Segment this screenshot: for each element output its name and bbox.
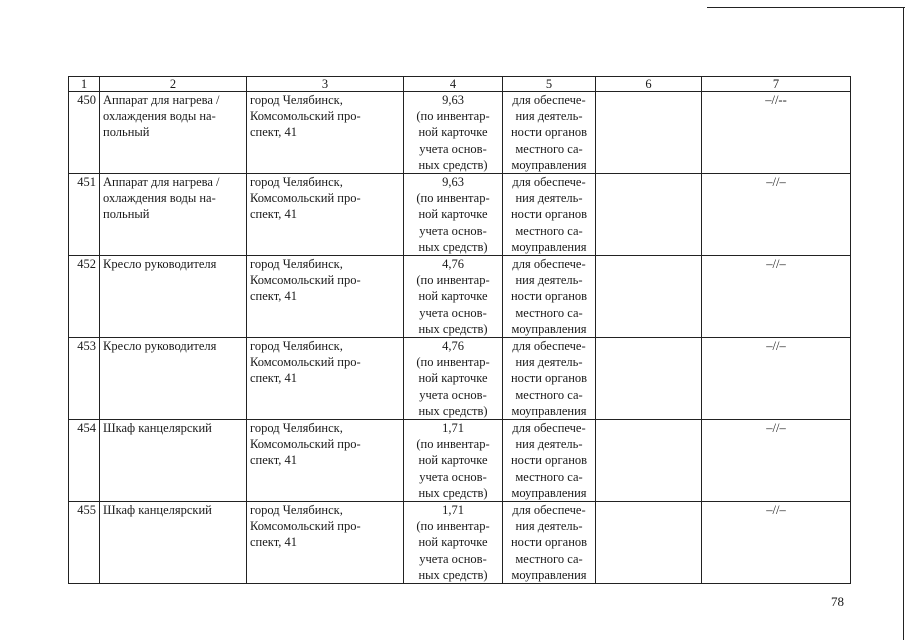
table-row [69, 338, 851, 420]
item-purpose [503, 338, 596, 420]
row-number: 450 [69, 92, 100, 174]
item-col7: –//– [702, 174, 851, 256]
row-number: 452 [69, 256, 100, 338]
item-col7: –//– [702, 256, 851, 338]
item-address-line: город Челябинск, [250, 175, 343, 190]
item-cost-line: ных средств) [418, 485, 488, 500]
item-purpose [503, 256, 596, 338]
header-col-2: 2 [100, 77, 247, 92]
item-col7: –//-- [702, 92, 851, 174]
header-col-3: 3 [247, 77, 404, 92]
item-col6 [596, 338, 702, 420]
item-purpose [503, 174, 596, 256]
item-name-line: Шкаф канцелярский [103, 421, 212, 436]
item-col6 [596, 174, 702, 256]
table-row [69, 502, 851, 584]
item-purpose-line: для обеспече- [512, 175, 586, 190]
item-cost-line: учета основ- [419, 141, 487, 156]
item-purpose-line: ности органов [510, 207, 588, 222]
item-name-line: Аппарат для нагрева / [103, 93, 220, 107]
item-purpose-line: моуправления [511, 239, 587, 254]
item-cost-line: (по инвентар- [416, 191, 490, 206]
item-col7: –//– [702, 502, 851, 584]
item-name-line: охлаждения воды на- [103, 191, 216, 206]
item-purpose-line: ности органов [510, 125, 588, 140]
item-address-line: Комсомольский про- [250, 437, 361, 452]
item-cost-line: ной карточке [418, 371, 488, 386]
item-purpose-line: для обеспече- [512, 93, 586, 107]
item-name [100, 420, 247, 502]
item-col6 [596, 420, 702, 502]
header-col-7: 7 [702, 77, 851, 92]
item-address-line: спект, 41 [250, 535, 297, 550]
item-address [247, 502, 404, 584]
item-purpose-line: местного са- [515, 387, 583, 402]
item-address [247, 338, 404, 420]
item-purpose-line: ния деятель- [515, 519, 583, 534]
row-number: 453 [69, 338, 100, 420]
item-purpose-line: ния деятель- [515, 437, 583, 452]
header-col-5: 5 [503, 77, 596, 92]
property-table [68, 76, 851, 584]
item-purpose [503, 420, 596, 502]
table-row [69, 420, 851, 502]
item-cost-line: учета основ- [419, 551, 487, 566]
item-address-line: город Челябинск, [250, 339, 343, 354]
item-purpose-line: моуправления [511, 567, 587, 582]
row-number: 454 [69, 420, 100, 502]
row-number: 451 [69, 174, 100, 256]
page-edge-line [903, 7, 904, 640]
item-purpose-line: местного са- [515, 551, 583, 566]
item-name-line: польный [103, 207, 150, 222]
item-purpose-line: моуправления [511, 321, 587, 336]
item-cost-line: ных средств) [418, 321, 488, 336]
item-name-line: Кресло руководителя [103, 339, 217, 354]
item-name-line: охлаждения воды на- [103, 109, 216, 124]
item-purpose [503, 502, 596, 584]
item-name [100, 256, 247, 338]
item-cost-line: 9,63 [442, 93, 464, 107]
header-col-6: 6 [596, 77, 702, 92]
item-cost [404, 338, 503, 420]
page-number: 78 [831, 594, 844, 609]
item-purpose-line: ния деятель- [515, 355, 583, 370]
item-cost [404, 92, 503, 174]
header-col-1: 1 [69, 77, 100, 92]
item-cost-line: (по инвентар- [416, 273, 490, 288]
table-row [69, 174, 851, 256]
item-name-line: Шкаф канцелярский [103, 503, 212, 518]
item-col6 [596, 502, 702, 584]
item-cost-line: 1,71 [442, 421, 464, 436]
item-cost-line: ных средств) [418, 403, 488, 418]
table-header-row [69, 77, 851, 92]
item-purpose-line: ния деятель- [515, 273, 583, 288]
item-cost-line: ной карточке [418, 125, 488, 140]
item-cost-line: 4,76 [442, 339, 464, 354]
item-purpose-line: ности органов [510, 535, 588, 550]
item-cost-line: 1,71 [442, 503, 464, 518]
item-name [100, 174, 247, 256]
item-cost-line: ной карточке [418, 535, 488, 550]
item-address [247, 256, 404, 338]
item-name-line: Кресло руководителя [103, 257, 217, 272]
item-address-line: спект, 41 [250, 289, 297, 304]
item-cost-line: 4,76 [442, 257, 464, 272]
table-row [69, 92, 851, 174]
item-cost-line: ной карточке [418, 207, 488, 222]
item-cost-line: учета основ- [419, 387, 487, 402]
item-purpose [503, 92, 596, 174]
header-col-4: 4 [404, 77, 503, 92]
item-name [100, 502, 247, 584]
item-purpose-line: для обеспече- [512, 339, 586, 354]
item-cost-line: (по инвентар- [416, 437, 490, 452]
item-address-line: спект, 41 [250, 453, 297, 468]
table-row [69, 256, 851, 338]
item-cost-line: ной карточке [418, 453, 488, 468]
item-address-line: спект, 41 [250, 207, 297, 222]
item-purpose-line: для обеспече- [512, 257, 586, 272]
item-address-line: спект, 41 [250, 125, 297, 140]
item-purpose-line: местного са- [515, 469, 583, 484]
item-name-line: польный [103, 125, 150, 140]
item-address-line: город Челябинск, [250, 421, 343, 436]
item-purpose-line: местного са- [515, 141, 583, 156]
item-address-line: Комсомольский про- [250, 519, 361, 534]
item-address [247, 420, 404, 502]
item-cost-line: (по инвентар- [416, 355, 490, 370]
item-cost-line: (по инвентар- [416, 519, 490, 534]
item-cost-line: ной карточке [418, 289, 488, 304]
item-address [247, 92, 404, 174]
item-address-line: спект, 41 [250, 371, 297, 386]
item-address-line: город Челябинск, [250, 257, 343, 272]
item-cost-line: учета основ- [419, 469, 487, 484]
item-col7: –//– [702, 338, 851, 420]
item-address-line: Комсомольский про- [250, 191, 361, 206]
item-address [247, 174, 404, 256]
item-purpose-line: ния деятель- [515, 191, 583, 206]
item-purpose-line: моуправления [511, 485, 587, 500]
item-purpose-line: ности органов [510, 453, 588, 468]
item-address-line: Комсомольский про- [250, 355, 361, 370]
item-cost [404, 502, 503, 584]
page-corner-line [707, 7, 905, 8]
item-purpose-line: для обеспече- [512, 503, 586, 518]
row-number: 455 [69, 502, 100, 584]
item-purpose-line: ности органов [510, 289, 588, 304]
item-purpose-line: моуправления [511, 157, 587, 172]
item-purpose-line: моуправления [511, 403, 587, 418]
item-name [100, 338, 247, 420]
item-cost [404, 420, 503, 502]
item-cost-line: (по инвентар- [416, 109, 490, 124]
item-purpose-line: ния деятель- [515, 109, 583, 124]
item-cost-line: ных средств) [418, 157, 488, 172]
item-cost-line: ных средств) [418, 567, 488, 582]
item-purpose-line: для обеспече- [512, 421, 586, 436]
item-address-line: город Челябинск, [250, 93, 343, 107]
item-col7: –//– [702, 420, 851, 502]
item-name [100, 92, 247, 174]
item-cost [404, 174, 503, 256]
item-purpose-line: местного са- [515, 223, 583, 238]
item-address-line: Комсомольский про- [250, 273, 361, 288]
item-col6 [596, 92, 702, 174]
item-purpose-line: ности органов [510, 371, 588, 386]
item-purpose-line: местного са- [515, 305, 583, 320]
item-address-line: город Челябинск, [250, 503, 343, 518]
item-cost-line: учета основ- [419, 305, 487, 320]
item-cost-line: 9,63 [442, 175, 464, 190]
item-cost [404, 256, 503, 338]
item-col6 [596, 256, 702, 338]
item-cost-line: ных средств) [418, 239, 488, 254]
item-cost-line: учета основ- [419, 223, 487, 238]
item-address-line: Комсомольский про- [250, 109, 361, 124]
item-name-line: Аппарат для нагрева / [103, 175, 220, 190]
